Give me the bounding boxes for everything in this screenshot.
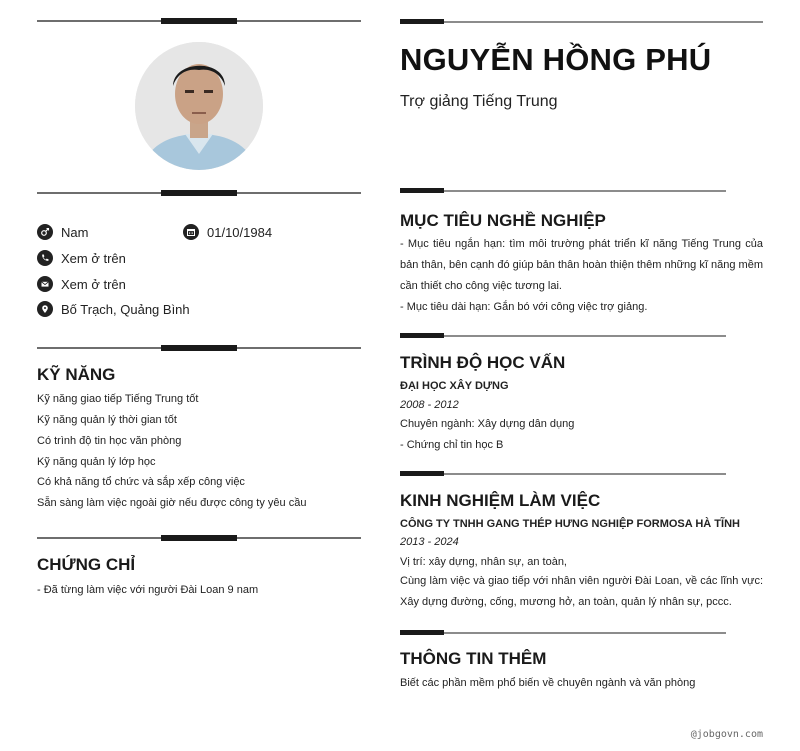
extra-title: THÔNG TIN THÊM — [400, 649, 547, 668]
objective-title: MỤC TIÊU NGHỀ NGHIỆP — [400, 211, 606, 230]
objective-long-term: - Mục tiêu dài hạn: Gắn bó với công việc trợ giảng. — [400, 301, 648, 313]
experience-company: CÔNG TY TNHH GANG THÉP HƯNG NGHIỆP FORMOSA HÀ TĨNH — [400, 518, 740, 530]
skill-item: Kỹ năng quản lý thời gian tốt — [37, 414, 177, 426]
address-value: Bố Trạch, Quảng Bình — [61, 301, 190, 317]
skill-item: Có khả năng tổ chức và sắp xếp công việc — [37, 476, 245, 488]
address-row — [37, 301, 190, 317]
divider-right-4 — [400, 471, 726, 476]
dob-value: 01/10/1984 — [207, 224, 273, 240]
phone-icon — [37, 250, 53, 266]
divider-right-2 — [400, 188, 726, 193]
skills-title: KỸ NĂNG — [37, 365, 116, 384]
education-major: Chuyên ngành: Xây dựng dân dụng — [400, 418, 575, 430]
skill-item: Sẵn sàng làm việc ngoài giờ nếu được công ty yêu cầu — [37, 497, 307, 509]
education-period: 2008 - 2012 — [400, 399, 459, 411]
certificates-title: CHỨNG CHỈ — [37, 555, 136, 574]
experience-position: Vị trí: xây dựng, nhân sự, an toàn, — [400, 556, 567, 568]
skill-item: Kỹ năng quản lý lớp học — [37, 456, 156, 468]
experience-description: Cùng làm việc và giao tiếp với nhân viên người Đài Loan, về các lĩnh vực: Xây dựng đường, cống, mương hở, an toàn, quản lý nhân sự, pccc. — [400, 575, 763, 608]
gender-icon — [37, 224, 53, 240]
education-title: TRÌNH ĐỘ HỌC VẤN — [400, 353, 566, 372]
profile-photo — [135, 42, 263, 170]
certificate-item: - Đã từng làm việc với người Đài Loan 9 nam — [37, 584, 259, 596]
divider-left-4 — [37, 535, 361, 541]
experience-title: KINH NGHIỆM LÀM VIỆC — [400, 491, 601, 510]
divider-right-5 — [400, 630, 726, 635]
gender-row — [37, 224, 88, 240]
candidate-role: Trợ giảng Tiếng Trung — [400, 93, 558, 110]
phone-row — [37, 250, 126, 266]
email-row — [37, 276, 126, 292]
avatar — [135, 42, 263, 170]
extra-text: Biết các phần mềm phổ biến về chuyên ngành và văn phòng — [400, 677, 696, 689]
divider-left-3 — [37, 345, 361, 351]
skill-item: Kỹ năng giao tiếp Tiếng Trung tốt — [37, 393, 199, 405]
divider-top-right — [400, 19, 763, 24]
candidate-name: NGUYỄN HỒNG PHÚ — [400, 42, 712, 77]
skill-item: Có trình độ tin học văn phòng — [37, 435, 182, 447]
email-icon — [37, 276, 53, 292]
email-value: Xem ở trên — [61, 276, 126, 292]
experience-period: 2013 - 2024 — [400, 536, 459, 548]
divider-left-2 — [37, 190, 361, 196]
education-note: - Chứng chỉ tin học B — [400, 439, 504, 451]
location-icon — [37, 301, 53, 317]
calendar-icon — [183, 224, 199, 240]
phone-value: Xem ở trên — [61, 250, 126, 266]
watermark: @jobgovn.com — [690, 729, 763, 740]
gender-value: Nam — [61, 224, 89, 240]
divider-right-3 — [400, 333, 726, 338]
education-school: ĐẠI HỌC XÂY DỰNG — [400, 380, 509, 392]
divider-top-left — [37, 18, 361, 24]
dob-row — [183, 224, 272, 240]
objective-short-term: - Mục tiêu ngắn hạn: tìm môi trường phát triển kĩ năng Tiếng Trung của bản thân, bên cạnh đó giúp bản thân hoàn thiện thêm những kĩ năng mềm cần thiết cho công việc tương lai. — [400, 238, 763, 292]
